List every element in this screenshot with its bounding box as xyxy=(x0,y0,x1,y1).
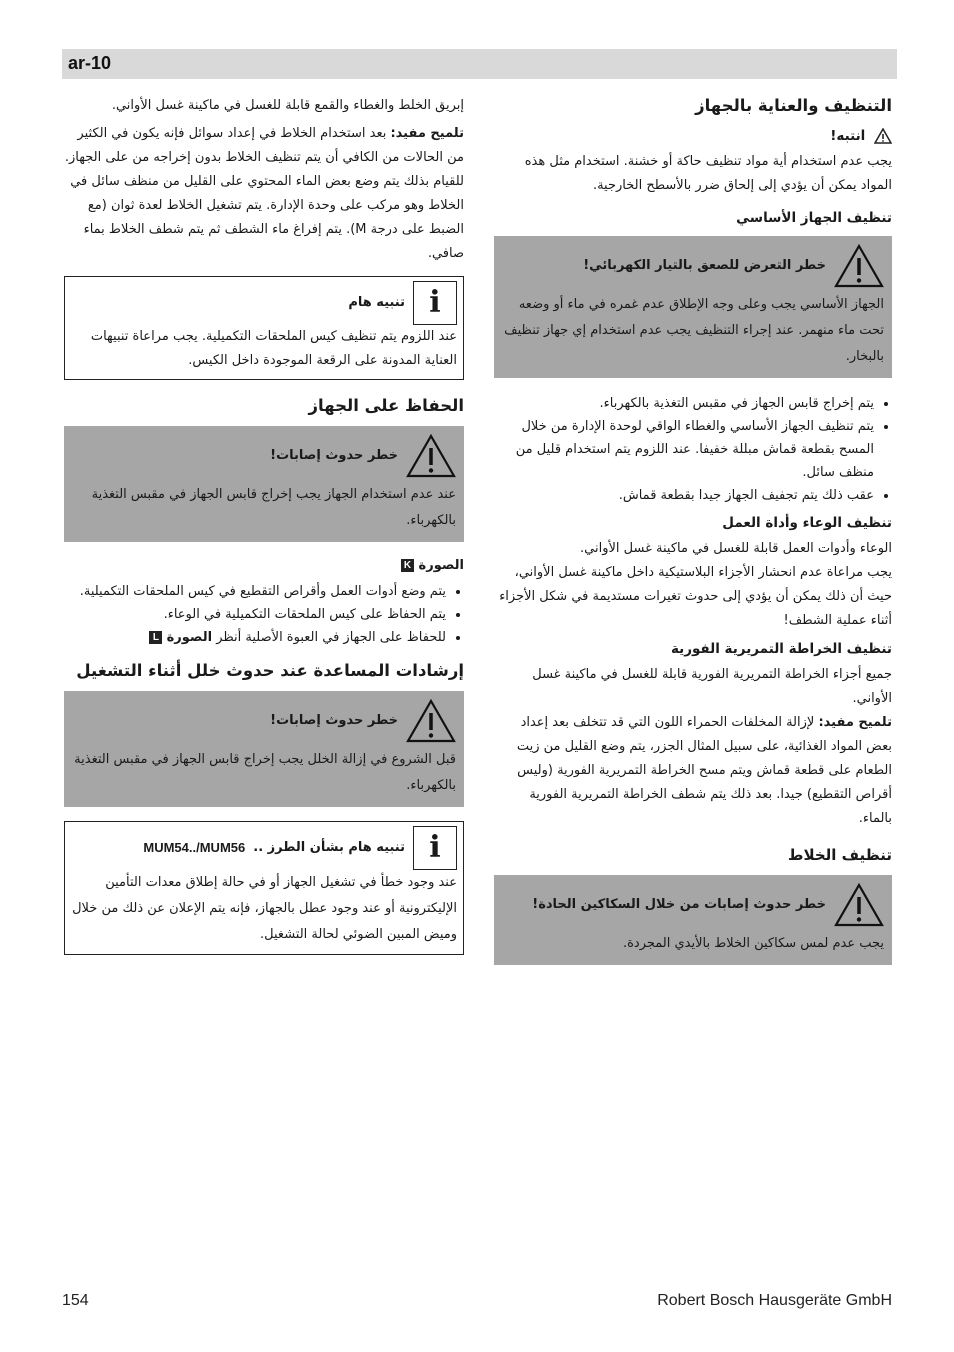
info-icon: i xyxy=(413,826,457,870)
note-1-title: تنبيه هام xyxy=(348,295,405,310)
trouble-heading: إرشادات المساعدة عند حدوث خلل أثناء التشغيل xyxy=(76,661,464,680)
figure-k-badge: K xyxy=(401,559,414,572)
grater-heading: تنظيف الخراطة التمريرية الفورية xyxy=(670,641,892,657)
warning-triangle-icon xyxy=(406,434,456,478)
warning-triangle-icon xyxy=(834,244,884,288)
page-number: 154 xyxy=(62,1292,89,1309)
base-warning-title: خطر التعرض للصعق بالتيار الكهربائي! xyxy=(583,258,826,273)
figure-ref-k xyxy=(64,556,464,576)
page-header-bar xyxy=(62,49,897,79)
grater-text: جميع أجزاء الخراطة التمريرية الفورية قابلة للغسل في ماكينة غسل الأواني. xyxy=(532,667,892,706)
note-box-2 xyxy=(64,821,464,955)
warning-small-icon xyxy=(874,128,892,144)
figure-label: الصورة xyxy=(418,558,464,573)
note-2-title: تنبيه هام بشأن الطرز .. xyxy=(253,840,405,855)
tip-label: تلميح مفيد: xyxy=(818,715,892,730)
base-warning-text: الجهاز الأساسي يجب وعلى وجه الإطلاق عدم غمره في ماء أو وضعه تحت ماء منهمر. عند إجراء التنظيف يجب عدم استخدام إي جهاز تنظيف بالبخار. xyxy=(504,297,884,364)
list-item: • يتم وضع أدوات العمل وأقراص التقطيع في كيس الملحقات التكميلية. xyxy=(64,580,446,603)
storage-warning-box xyxy=(64,426,464,542)
base-heading: تنظيف الجهاز الأساسي xyxy=(736,210,892,226)
storage-warning-text: عند عدم استخدام الجهاز يجب إخراج قابس الجهاز في مقبس التغذية بالكهرباء. xyxy=(91,487,456,528)
blender-warning-text: يجب عدم لمس سكاكين الخلاط بالأيدي المجردة. xyxy=(622,936,884,951)
tip-label: تلميح مفيد: xyxy=(390,126,464,141)
blender-heading: تنظيف الخلاط xyxy=(787,846,892,864)
tip-text: بعد استخدام الخلاط في إعداد سوائل فإنه يكون في الكثير من الحالات من الكافي أن يتم تنظيف الخلاط بدون إخراجه من على الجهاز. xyxy=(64,126,464,165)
left-column xyxy=(64,94,464,969)
storage-warning-title: خطر حدوث إصابات! xyxy=(270,448,398,463)
storage-heading: الحفاظ على الجهاز xyxy=(308,396,464,415)
note-box-1 xyxy=(64,276,464,380)
figure-l-badge: L xyxy=(149,631,162,644)
bowl-text-2: يجب مراعاة عدم انحشار الأجزاء البلاستيكية داخل ماكينة غسل الأواني، حيث أن ذلك يمكن أن يؤدي إلى حدوث تغيرات مستديمة في شكل الأجزاء أثناء عملية الشطف! xyxy=(499,565,892,628)
left-tip-2: للقيام بذلك يتم وضع بعض الماء المحتوي على القليل من منظف سائل في الخلاط وهو مركب على وحدة الإدارة. يتم تشغيل الخلاط لعدة ثوان (مع الضبط على درجة M). يتم إفراغ ماء الشطف ثم يتم شطف الخلاط بماء صافي. xyxy=(70,174,464,261)
blender-warning-box xyxy=(494,875,892,965)
figure-label: الصورة xyxy=(166,630,213,645)
list-item: • للحفاظ على الجهاز في العبوة الأصلية أنظر الصورة L xyxy=(64,626,446,649)
cleaning-title: التنظيف والعناية بالجهاز xyxy=(695,96,892,115)
attention-text: يجب عدم استخدام أية مواد تنظيف حاكة أو خشنة. استخدام مثل هذه المواد يمكن أن يؤدي إلى إلحاق ضرر بالأسطح الخارجية. xyxy=(524,154,892,193)
grater-tip xyxy=(494,711,892,831)
list-item: • يتم إخراج قابس الجهاز في مقبس التغذية بالكهرباء. xyxy=(494,392,874,415)
storage-bullets xyxy=(64,580,464,649)
bowl-text-1: الوعاء وأدوات العمل قابلة للغسل في ماكينة غسل الأواني. xyxy=(580,541,892,556)
warning-triangle-icon xyxy=(406,699,456,743)
list-item: • يتم الحفاظ على كيس الملحقات التكميلية في الوعاء. xyxy=(64,603,446,626)
list-item: • يتم تنظيف الجهاز الأساسي والغطاء الواقي لوحدة الإدارة من خلال المسح بقطعة قماش مبللة خفيفا. عند اللزوم يتم استخدام قليل من منظف سائل. xyxy=(494,415,874,484)
trouble-warning-text: قبل الشروع في إزالة الخلل يجب إخراج قابس الجهاز في مقبس التغذية بالكهرباء. xyxy=(74,752,456,793)
tip-text: لإزالة المخلفات الحمراء اللون التي قد تتخلف بعد إعداد بعض المواد الغذائية، على سبيل المثال الجزر، يتم وضع القليل من زيت الطعام على قطعة قماش ويتم مسح الخراطة التمريرية الفورية (وليس أقراص التقطيع) جيدا. بعد ذلك يتم شطف الخراطة التمريرية الفورية بالماء. xyxy=(516,715,892,826)
blender-warning-title: خطر حدوث إصابات من خلال السكاكين الحادة! xyxy=(532,897,826,912)
section-code: ar-10 xyxy=(68,53,112,73)
note-1-text: عند اللزوم يتم تنظيف كيس الملحقات التكميلية. يجب مراعاة تنبيهات العناية المدونة على الرقعة الموجودة داخل الكيس. xyxy=(90,329,457,368)
warning-triangle-icon xyxy=(834,883,884,927)
attention-label: انتبه! xyxy=(494,126,892,146)
trouble-warning-box xyxy=(64,691,464,807)
trouble-warning-title: خطر حدوث إصابات! xyxy=(270,713,398,728)
info-icon: i xyxy=(413,281,457,325)
base-warning-box xyxy=(494,236,892,378)
left-tip xyxy=(64,122,464,170)
company-name: Robert Bosch Hausgeräte GmbH xyxy=(657,1292,892,1309)
jug-text: إبريق الخلط والغطاء والقمع قابلة للغسل في ماكينة غسل الأواني. xyxy=(111,98,464,113)
base-bullets xyxy=(494,392,892,507)
note-2-text: عند وجود خطأ في تشغيل الجهاز أو في حالة إطلاق معدات التأمين الإليكترونية أو عند وجود عطل بالجهاز، فإنه يتم الإعلان عن ذلك من خلال وميض المبين الضوئي لحالة التشغيل. xyxy=(72,875,457,942)
note-2-models: MUM54../MUM56 xyxy=(143,840,246,855)
bowl-heading: تنظيف الوعاء وأداة العمل xyxy=(722,515,892,531)
right-column xyxy=(494,94,892,979)
list-item: • عقب ذلك يتم تجفيف الجهاز جيدا بقطعة قماش. xyxy=(494,484,874,507)
